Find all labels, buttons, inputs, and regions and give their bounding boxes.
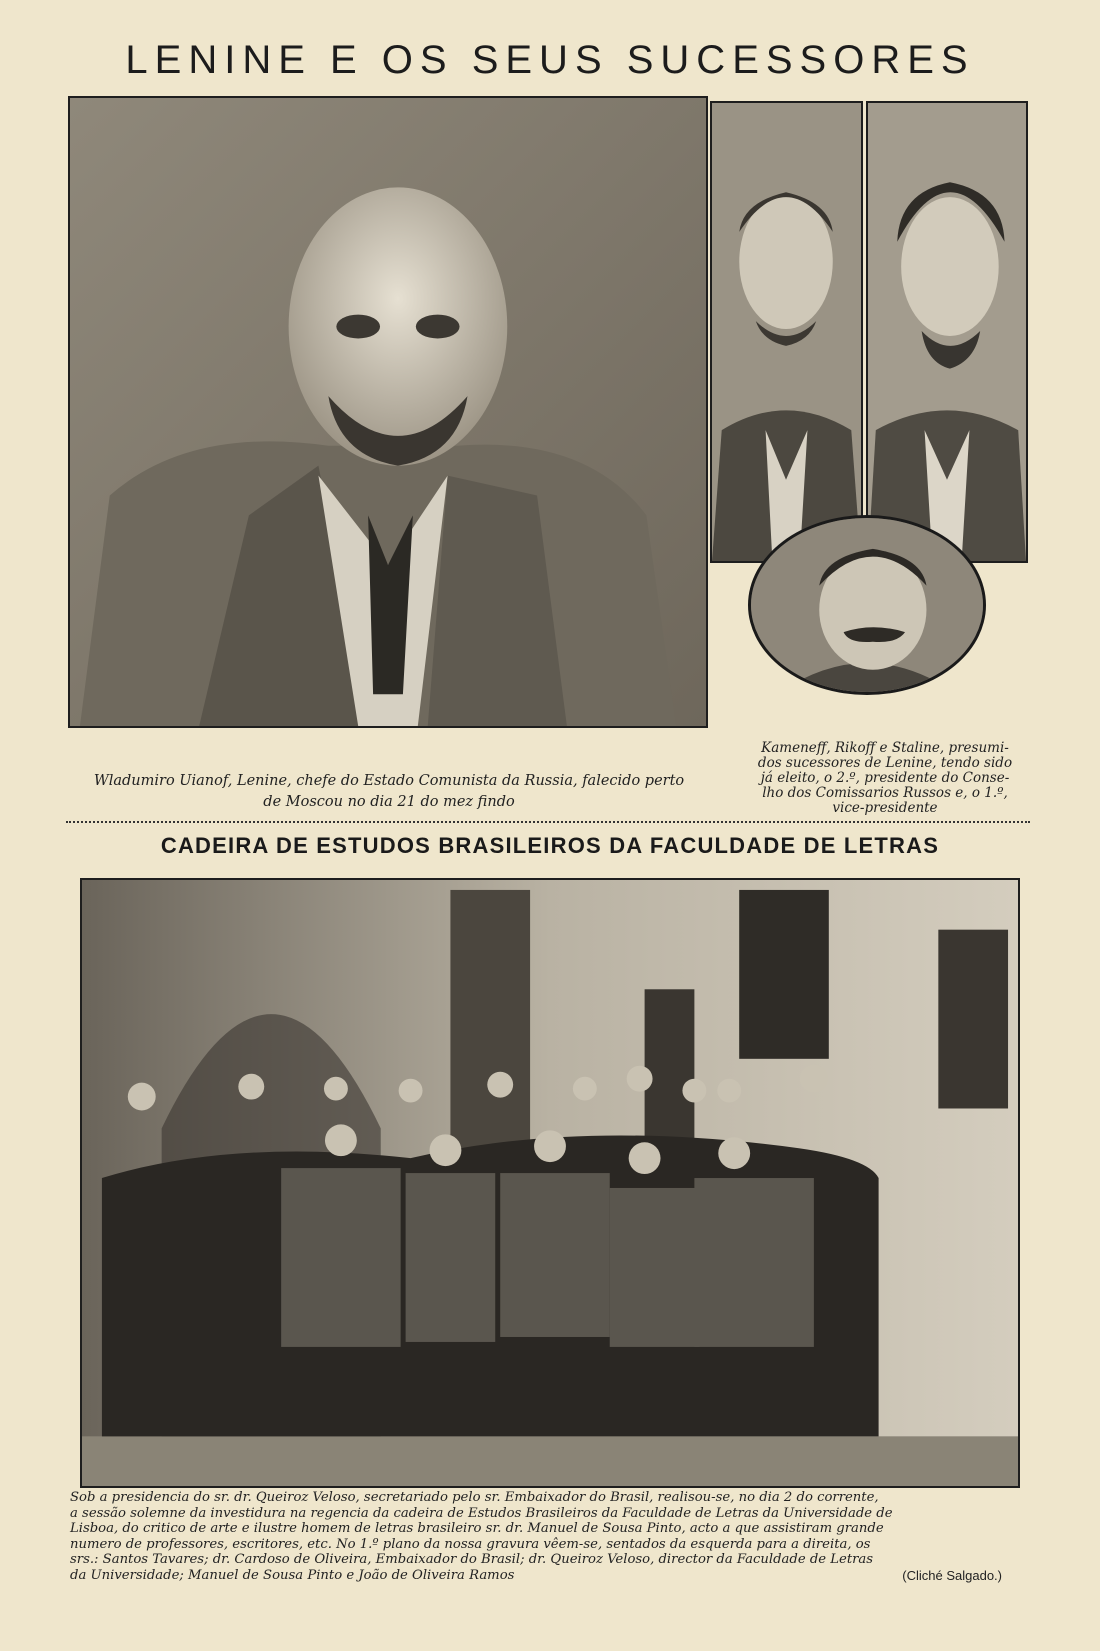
section-title: CADEIRA DE ESTUDOS BRASILEIROS DA FACULDADE DE LETRAS — [160, 833, 940, 858]
photo-credit: (Cliché Salgado.) — [902, 1567, 1002, 1583]
group-caption-line-6-text: da Universidade; Manuel de Sousa Pinto e João de Oliveira Ramos — [70, 1567, 515, 1583]
group-caption-line-2: a sessão solemne da investidura na regencia da cadeira de Estudos Brasileiros da Faculdade de Letras da Universidade de — [70, 1505, 893, 1521]
lenin-caption-line-2: de Moscou no dia 21 do mez findo — [263, 794, 515, 810]
kameneff-portrait — [710, 101, 863, 563]
staline-photo-image — [751, 518, 983, 692]
group-caption-line-4: numero de professores, escritores, etc. No 1.º plano da nossa gravura vêem-se, sentados da esquerda para a direita, os — [70, 1536, 871, 1552]
group-photo — [80, 878, 1020, 1488]
group-photo-image — [82, 880, 1018, 1486]
section-divider — [66, 821, 1030, 823]
rikoff-portrait — [866, 101, 1028, 563]
kameneff-photo-image — [712, 103, 861, 561]
lenin-photo-image — [70, 98, 706, 726]
lenin-portrait — [68, 96, 708, 728]
staline-portrait — [748, 515, 986, 695]
successors-caption-line-3: já eleito, o 2.º, presidente do Conse- — [760, 770, 1010, 786]
successors-caption — [735, 741, 1035, 816]
rikoff-photo-image — [868, 103, 1026, 561]
group-caption-line-5: srs.: Santos Tavares; dr. Cardoso de Oliveira, Embaixador do Brasil; dr. Queiroz Veloso, director da Faculdade de Letras — [70, 1552, 874, 1567]
successors-caption-line-4: lho dos Comissarios Russos e, o 1.º, — [762, 785, 1008, 801]
group-caption-line-3: Lisboa, do critico de arte e ilustre homem de letras brasileiro sr. dr. Manuel de Sousa Pinto, acto a que assistiram grande — [70, 1521, 884, 1536]
lenin-caption — [66, 771, 712, 813]
group-caption-line-1: Sob a presidencia do sr. dr. Queiroz Veloso, secretariado pelo sr. Embaixador do Brasil, realisou-se, no dia 2 do corrente, — [70, 1490, 879, 1505]
page-title: LENINE E OS SEUS SUCESSORES — [125, 38, 975, 82]
successors-caption-line-1: Kameneff, Rikoff e Staline, presumi- — [761, 740, 1009, 756]
group-caption-line-6 — [70, 1568, 1030, 1584]
group-caption — [70, 1490, 1030, 1583]
successors-caption-line-5: vice-presidente — [832, 800, 938, 816]
lenin-caption-line-1: Wladumiro Uianof, Lenine, chefe do Estado Comunista da Russia, falecido perto — [93, 773, 685, 789]
successors-caption-line-2: dos sucessores de Lenine, tendo sido — [757, 755, 1013, 771]
